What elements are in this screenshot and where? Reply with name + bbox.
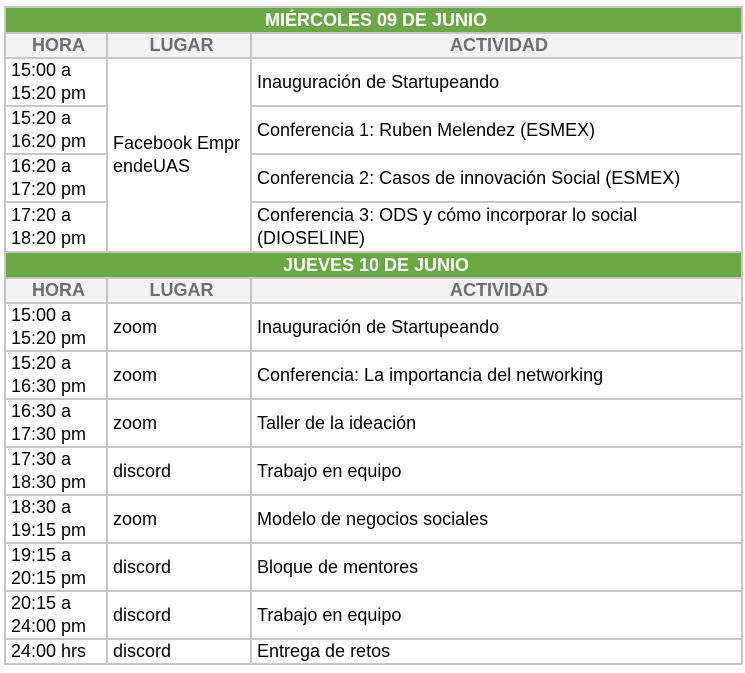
time-cell: 19:15 a 20:15 pm [5, 543, 107, 591]
table-row [5, 399, 742, 447]
time-cell: 16:30 a 17:30 pm [5, 399, 107, 447]
header-lugar: LUGAR [107, 33, 251, 58]
place-cell: zoom [107, 351, 251, 399]
table-row [5, 303, 742, 351]
place-cell: discord [107, 591, 251, 639]
time-cell: 20:15 a 24:00 pm [5, 591, 107, 639]
day-title: MIÉRCOLES 09 DE JUNIO [5, 7, 742, 33]
activity-cell: Taller de la ideación [251, 399, 742, 447]
activity-cell: Conferencia: La importancia del networking [251, 351, 742, 399]
time-cell: 17:30 a 18:30 pm [5, 447, 107, 495]
table-row [5, 447, 742, 495]
activity-cell: Trabajo en equipo [251, 591, 742, 639]
activity-cell: Modelo de negocios sociales [251, 495, 742, 543]
activity-cell: Entrega de retos [251, 639, 742, 664]
activity-cell: Conferencia 1: Ruben Melendez (ESMEX) [251, 106, 742, 154]
day-title-row [5, 252, 742, 278]
header-actividad: ACTIVIDAD [251, 278, 742, 303]
place-cell: discord [107, 447, 251, 495]
time-cell: 24:00 hrs [5, 639, 107, 664]
table-row [5, 351, 742, 399]
column-header-row [5, 33, 742, 58]
header-actividad: ACTIVIDAD [251, 33, 742, 58]
day-title: JUEVES 10 DE JUNIO [5, 252, 742, 278]
activity-cell: Bloque de mentores [251, 543, 742, 591]
place-cell: discord [107, 543, 251, 591]
activity-cell: Conferencia 3: ODS y cómo incorporar lo social (DIOSELINE) [251, 202, 742, 252]
schedule [4, 6, 741, 665]
time-cell: 18:30 a 19:15 pm [5, 495, 107, 543]
place-cell: zoom [107, 495, 251, 543]
schedule-table [4, 6, 743, 665]
time-cell: 15:20 a 16:20 pm [5, 106, 107, 154]
header-hora: HORA [5, 278, 107, 303]
place-cell: zoom [107, 303, 251, 351]
header-lugar: LUGAR [107, 278, 251, 303]
time-cell: 15:20 a 16:30 pm [5, 351, 107, 399]
table-row [5, 639, 742, 664]
table-row [5, 591, 742, 639]
activity-cell: Conferencia 2: Casos de innovación Social (ESMEX) [251, 154, 742, 202]
time-cell: 16:20 a 17:20 pm [5, 154, 107, 202]
time-cell: 17:20 a 18:20 pm [5, 202, 107, 252]
activity-cell: Trabajo en equipo [251, 447, 742, 495]
time-cell: 15:00 a 15:20 pm [5, 303, 107, 351]
activity-cell: Inauguración de Startupeando [251, 58, 742, 106]
table-row [5, 58, 742, 106]
column-header-row [5, 278, 742, 303]
place-cell: discord [107, 639, 251, 664]
activity-cell: Inauguración de Startupeando [251, 303, 742, 351]
time-cell: 15:00 a 15:20 pm [5, 58, 107, 106]
day-title-row [5, 7, 742, 33]
place-cell: Facebook EmprendeUAS [107, 58, 251, 252]
header-hora: HORA [5, 33, 107, 58]
table-row [5, 543, 742, 591]
table-row [5, 495, 742, 543]
place-cell: zoom [107, 399, 251, 447]
